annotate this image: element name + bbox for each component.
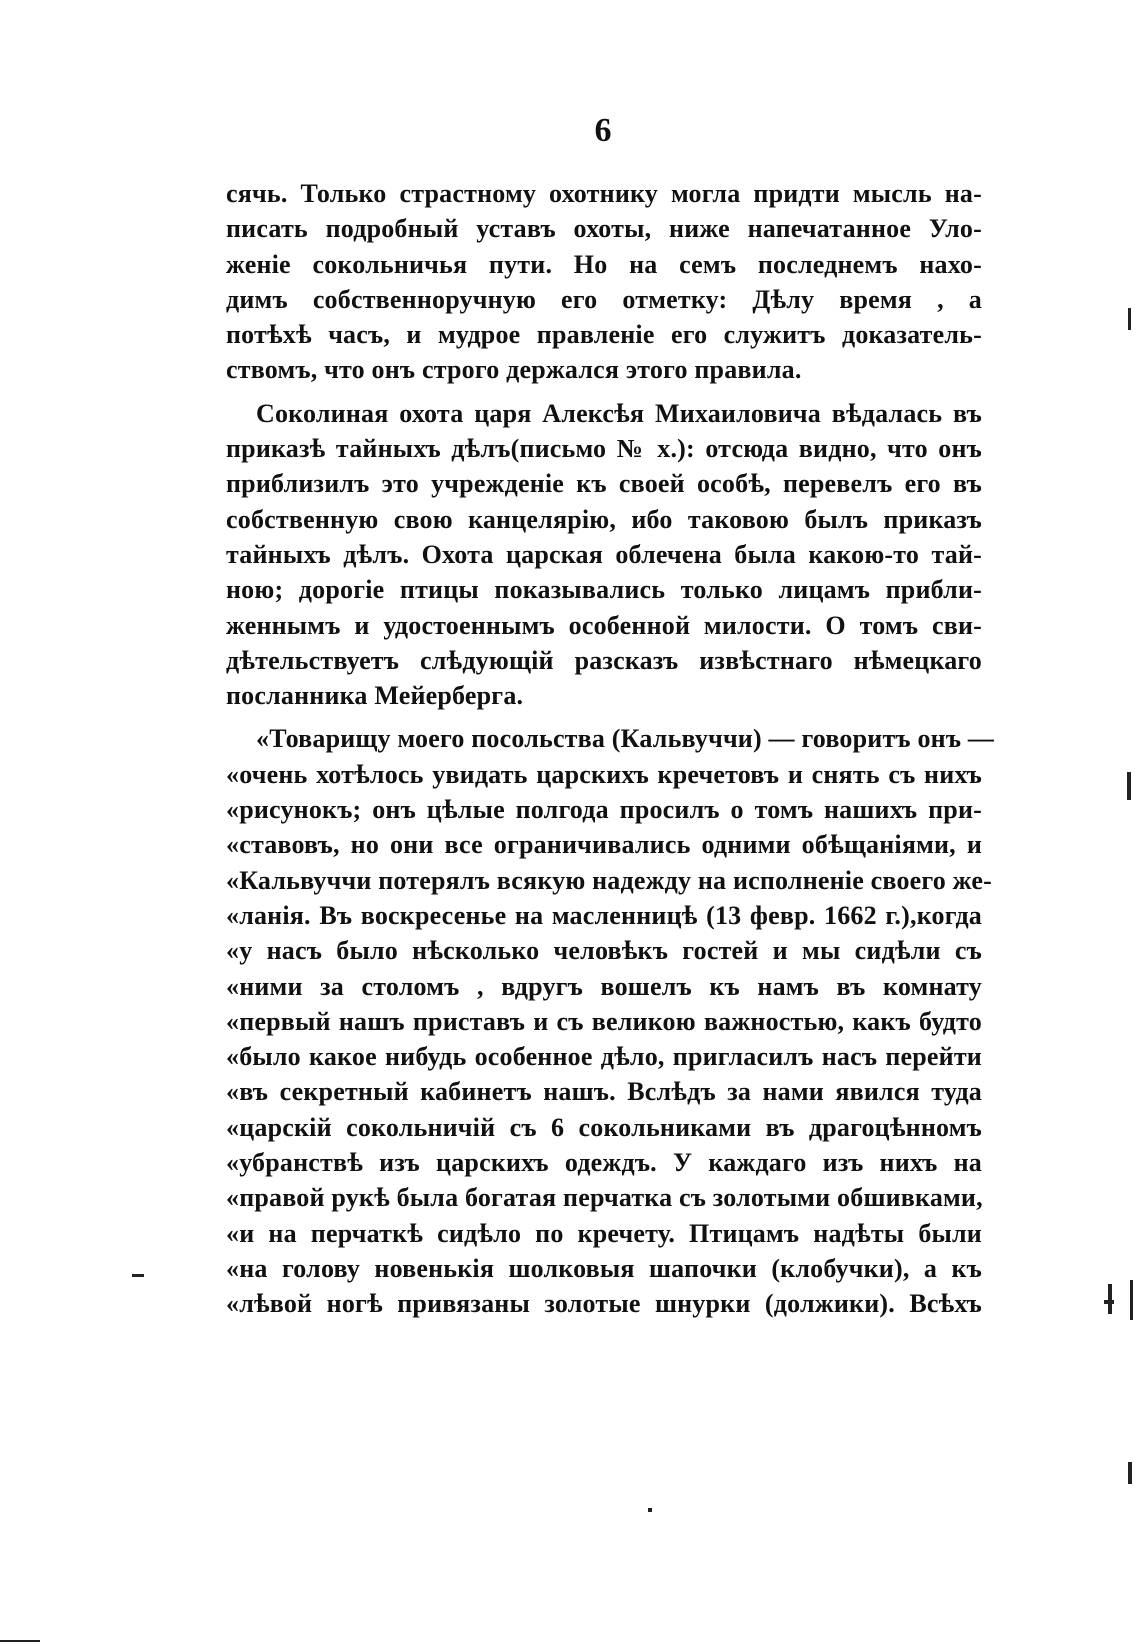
scan-mark: [1127, 772, 1131, 800]
text-line: дѣтельствуетъ слѣдующій разсказъ извѣстнаго нѣмецкаго: [226, 645, 982, 675]
text-line: «у насъ было нѣсколько человѣкъ гостей и мы сидѣли съ: [226, 936, 982, 966]
text-line: приблизилъ это учрежденіе къ своей особѣ, перевелъ его въ: [226, 469, 982, 499]
text-line: посланника Мейерберга.: [226, 681, 524, 711]
text-line: «ставовъ, но они все ограничивались одними обѣщаніями, и: [226, 830, 982, 860]
text-line: «въ секретный кабинетъ нашъ. Вслѣдъ за нами явился туда: [226, 1077, 982, 1107]
text-line: димъ собственноручную его отметку: Дѣлу время , а: [226, 284, 982, 314]
text-line: собственную свою канцелярію, ибо таковою былъ приказъ: [226, 504, 982, 534]
text-line: Соколиная охота царя Алексѣя Михаиловича вѣдалась въ: [256, 398, 982, 428]
body-text: [226, 176, 995, 1322]
text-line: «первый нашъ приставъ и съ великою важностью, какъ будто: [226, 1006, 982, 1036]
text-line: писать подробный уставъ охоты, ниже напечатанное Уло-: [226, 214, 982, 244]
scan-mark: [1128, 308, 1131, 330]
scan-mark: [1108, 1284, 1112, 1314]
text-line: «Товарищу моего посольства (Кальвуччи) — говоритъ онъ —: [256, 724, 995, 754]
text-line: «правой рукѣ была богатая перчатка съ золотыми обшивками,: [226, 1183, 983, 1213]
text-line: «ланія. Въ воскресенье на масленницѣ (13 февр. 1662 г.),когда: [226, 900, 982, 930]
text-line: «ними за столомъ , вдругъ вошелъ къ намъ въ комнату: [226, 971, 982, 1001]
text-line: «на голову новенькія шолковыя шапочки (клобучки), а къ: [226, 1253, 982, 1283]
text-line: женіе сокольничья пути. Но на семъ последнемъ нахо-: [226, 249, 982, 279]
scan-mark: [1130, 1280, 1133, 1320]
scan-mark: [648, 1508, 652, 1512]
text-line: «очень хотѣлось увидать царскихъ кречетовъ и снять съ нихъ: [226, 759, 982, 789]
scan-mark: [132, 1274, 144, 1277]
text-line: ствомъ, что онъ строго держался этого правила.: [226, 355, 802, 385]
text-line: тайныхъ дѣлъ. Охота царская облечена была какою-то тай-: [226, 539, 982, 569]
text-line: «рисунокъ; онъ цѣлые полгода просилъ о томъ нашихъ при-: [226, 795, 982, 825]
text-line: «царскій сокольничій съ 6 сокольниками въ драгоцѣнномъ: [226, 1112, 982, 1142]
text-line: сячь. Только страстному охотнику могла придти мысль на-: [226, 179, 982, 208]
page-number: 6: [594, 112, 612, 149]
scan-mark: [0, 1640, 40, 1642]
text-line: «убранствѣ изъ царскихъ одеждъ. У каждаго изъ нихъ на: [226, 1148, 982, 1178]
text-line: ною; дорогіе птицы показывались только лицамъ прибли-: [226, 575, 982, 605]
text-line: «Кальвуччи потерялъ всякую надежду на исполненіе своего же-: [226, 865, 992, 895]
paragraph-gap: [226, 713, 982, 721]
text-line: потѣхѣ часъ, и мудрое правленіе его служитъ доказатель-: [226, 320, 982, 350]
scan-mark: [1128, 1462, 1132, 1484]
text-line: «было какое нибудь особенное дѣло, пригласилъ насъ перейти: [226, 1042, 982, 1072]
text-line: «и на перчаткѣ сидѣло по кречету. Птицамъ надѣты были: [226, 1218, 982, 1248]
text-line: женнымъ и удостоеннымъ особенной милости. О томъ сви-: [226, 610, 982, 640]
paragraph-gap: [226, 388, 982, 396]
text-line: приказѣ тайныхъ дѣлъ(письмо № x.): отсюда видно, что онъ: [226, 434, 982, 464]
text-line: «лѣвой ногѣ привязаны золотые шнурки (должики). Всѣхъ: [226, 1289, 982, 1319]
